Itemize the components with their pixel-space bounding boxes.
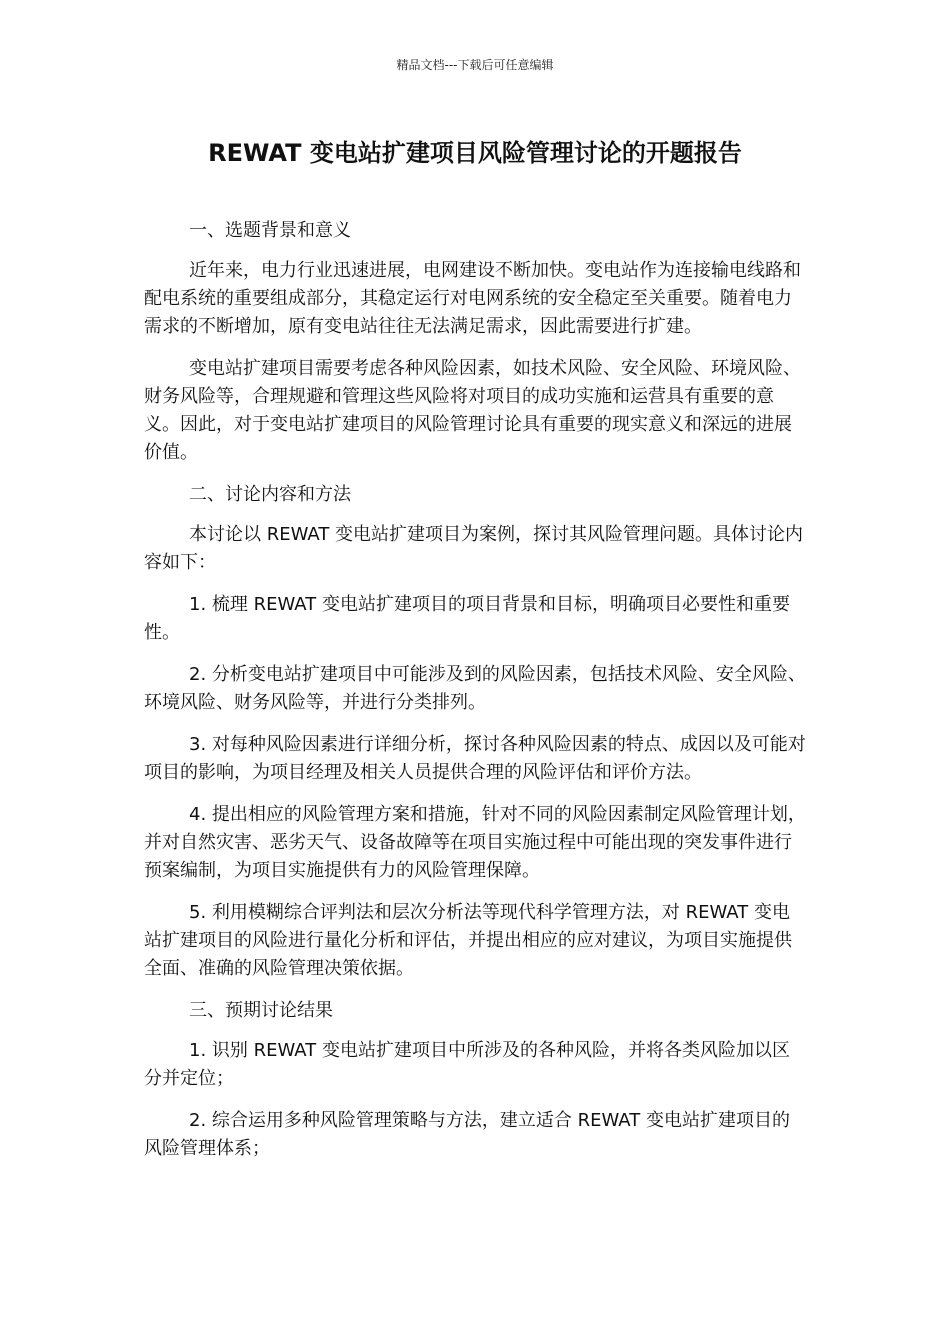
list-item-result-2: 2. 综合运用多种风险管理策略与方法，建立适合 REWAT 变电站扩建项目的风险管理体系； xyxy=(144,1110,790,1159)
document-body xyxy=(144,217,806,1177)
list-item-result-1: 1. 识别 REWAT 变电站扩建项目中所涉及的各种风险，并将各类风险加以区分并定位； xyxy=(144,1040,790,1089)
paragraph-background-2: 变电站扩建项目需要考虑各种风险因素，如技术风险、安全风险、环境风险、财务风险等，合理规避和管理这些风险将对项目的成功实施和运营具有重要的意义。因此，对于变电站扩建项目的风险管理讨论具有重要的现实意义和深远的进展价值。 xyxy=(144,358,801,463)
section-heading-content-method: 二、讨论内容和方法 xyxy=(189,484,351,505)
page-header: 精品文档---下载后可任意编辑 xyxy=(396,58,554,72)
section-heading-expected-results: 三、预期讨论结果 xyxy=(189,1000,333,1021)
paragraph-content-intro: 本讨论以 REWAT 变电站扩建项目为案例，探讨其风险管理问题。具体讨论内容如下： xyxy=(144,524,804,573)
list-item-content-2: 2. 分析变电站扩建项目中可能涉及到的风险因素，包括技术风险、安全风险、环境风险、财务风险等，并进行分类排列。 xyxy=(144,664,806,713)
list-item-content-4: 4. 提出相应的风险管理方案和措施，针对不同的风险因素制定风险管理计划，并对自然灾害、恶劣天气、设备故障等在项目实施过程中可能出现的突发事件进行预案编制，为项目实施提供有力的风险管理保障。 xyxy=(144,804,806,881)
list-item-content-3: 3. 对每种风险因素进行详细分析，探讨各种风险因素的特点、成因以及可能对项目的影响，为项目经理及相关人员提供合理的风险评估和评价方法。 xyxy=(144,734,806,783)
paragraph-background-1: 近年来，电力行业迅速进展，电网建设不断加快。变电站作为连接输电线路和配电系统的重要组成部分，其稳定运行对电网系统的安全稳定至关重要。随着电力需求的不断增加，原有变电站往往无法满足需求，因此需要进行扩建。 xyxy=(144,260,801,337)
list-item-content-1: 1. 梳理 REWAT 变电站扩建项目的项目背景和目标，明确项目必要性和重要性。 xyxy=(144,594,790,643)
section-heading-background: 一、选题背景和意义 xyxy=(189,220,351,241)
document-title: REWAT 变电站扩建项目风险管理讨论的开题报告 xyxy=(208,139,742,167)
list-item-content-5: 5. 利用模糊综合评判法和层次分析法等现代科学管理方法，对 REWAT 变电站扩建项目的风险进行量化分析和评估，并提出相应的应对建议，为项目实施提供全面、准确的风险管理决策依据。 xyxy=(144,902,792,979)
